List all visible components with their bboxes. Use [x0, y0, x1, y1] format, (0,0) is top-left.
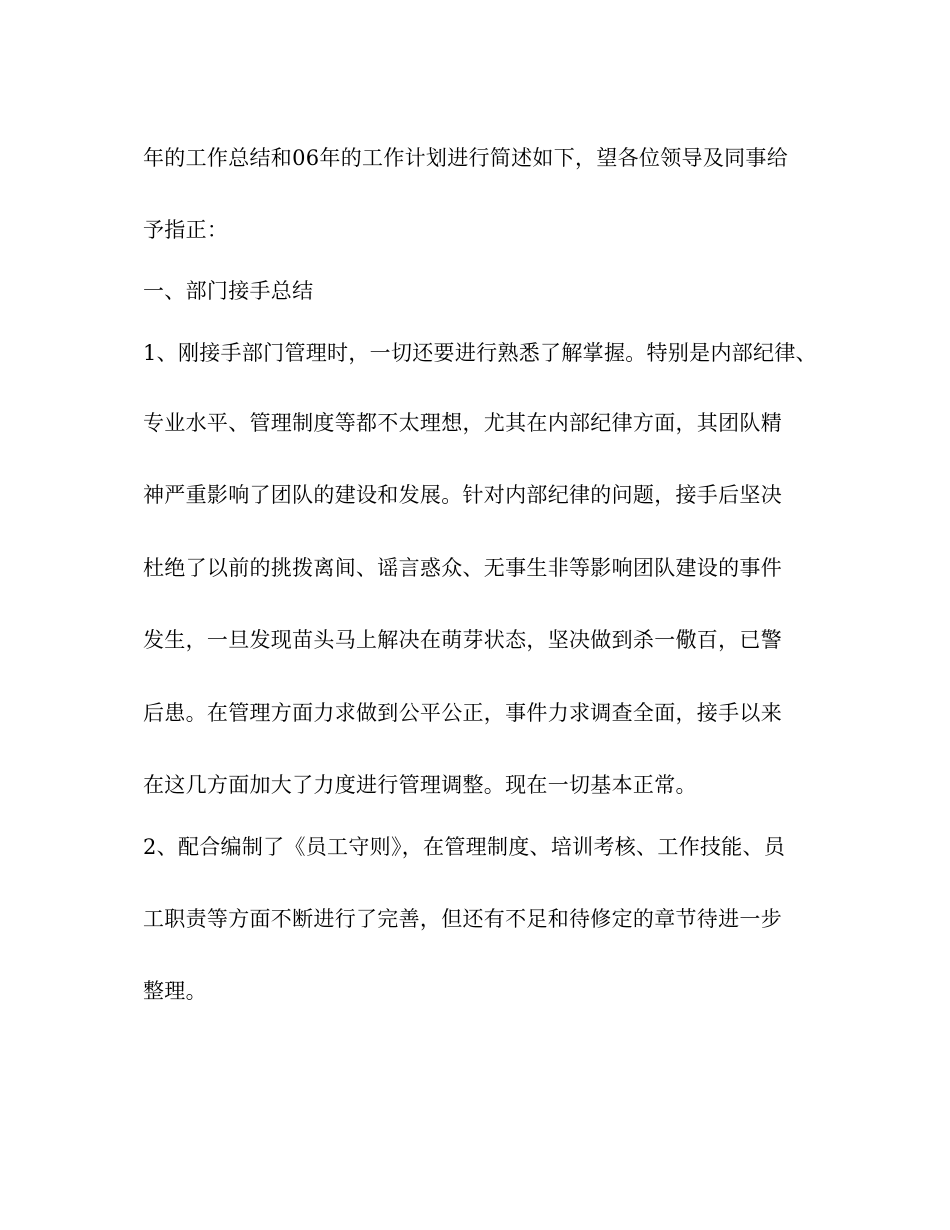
text-line-item1: 在这几方面加大了力度进行管理调整。现在一切基本正常。: [143, 773, 697, 797]
section-heading: 一、部门接手总结: [143, 279, 314, 303]
text-line-item2: 整理。: [143, 979, 207, 1003]
text-line-item1: 发生，一旦发现苗头马上解决在萌芽状态，坚决做到杀一儆百，已警: [143, 628, 782, 652]
text-line-item1: 专业水平、管理制度等都不太理想，尤其在内部纪律方面，其团队精: [143, 411, 782, 435]
text-line-intro: 年的工作总结和06年的工作计划进行简述如下，望各位领导及同事给: [143, 146, 789, 170]
text-line-item1: 杜绝了以前的挑拨离间、谣言惑众、无事生非等影响团队建设的事件: [143, 556, 782, 580]
text-line-intro-cont: 予指正：: [143, 218, 229, 242]
text-line-item1: 后患。在管理方面力求做到公平公正，事件力求调查全面，接手以来: [143, 701, 782, 725]
text-line-item2: 工职责等方面不断进行了完善，但还有不足和待修定的章节待进一步: [143, 907, 782, 931]
text-line-item1: 神严重影响了团队的建设和发展。针对内部纪律的问题，接手后坚决: [143, 483, 782, 507]
text-line-item1: 1、刚接手部门管理时，一切还要进行熟悉了解掌握。特别是内部纪律、: [143, 341, 817, 365]
text-line-item2: 2、配合编制了《员工守则》，在管理制度、培训考核、工作技能、员: [143, 835, 786, 859]
